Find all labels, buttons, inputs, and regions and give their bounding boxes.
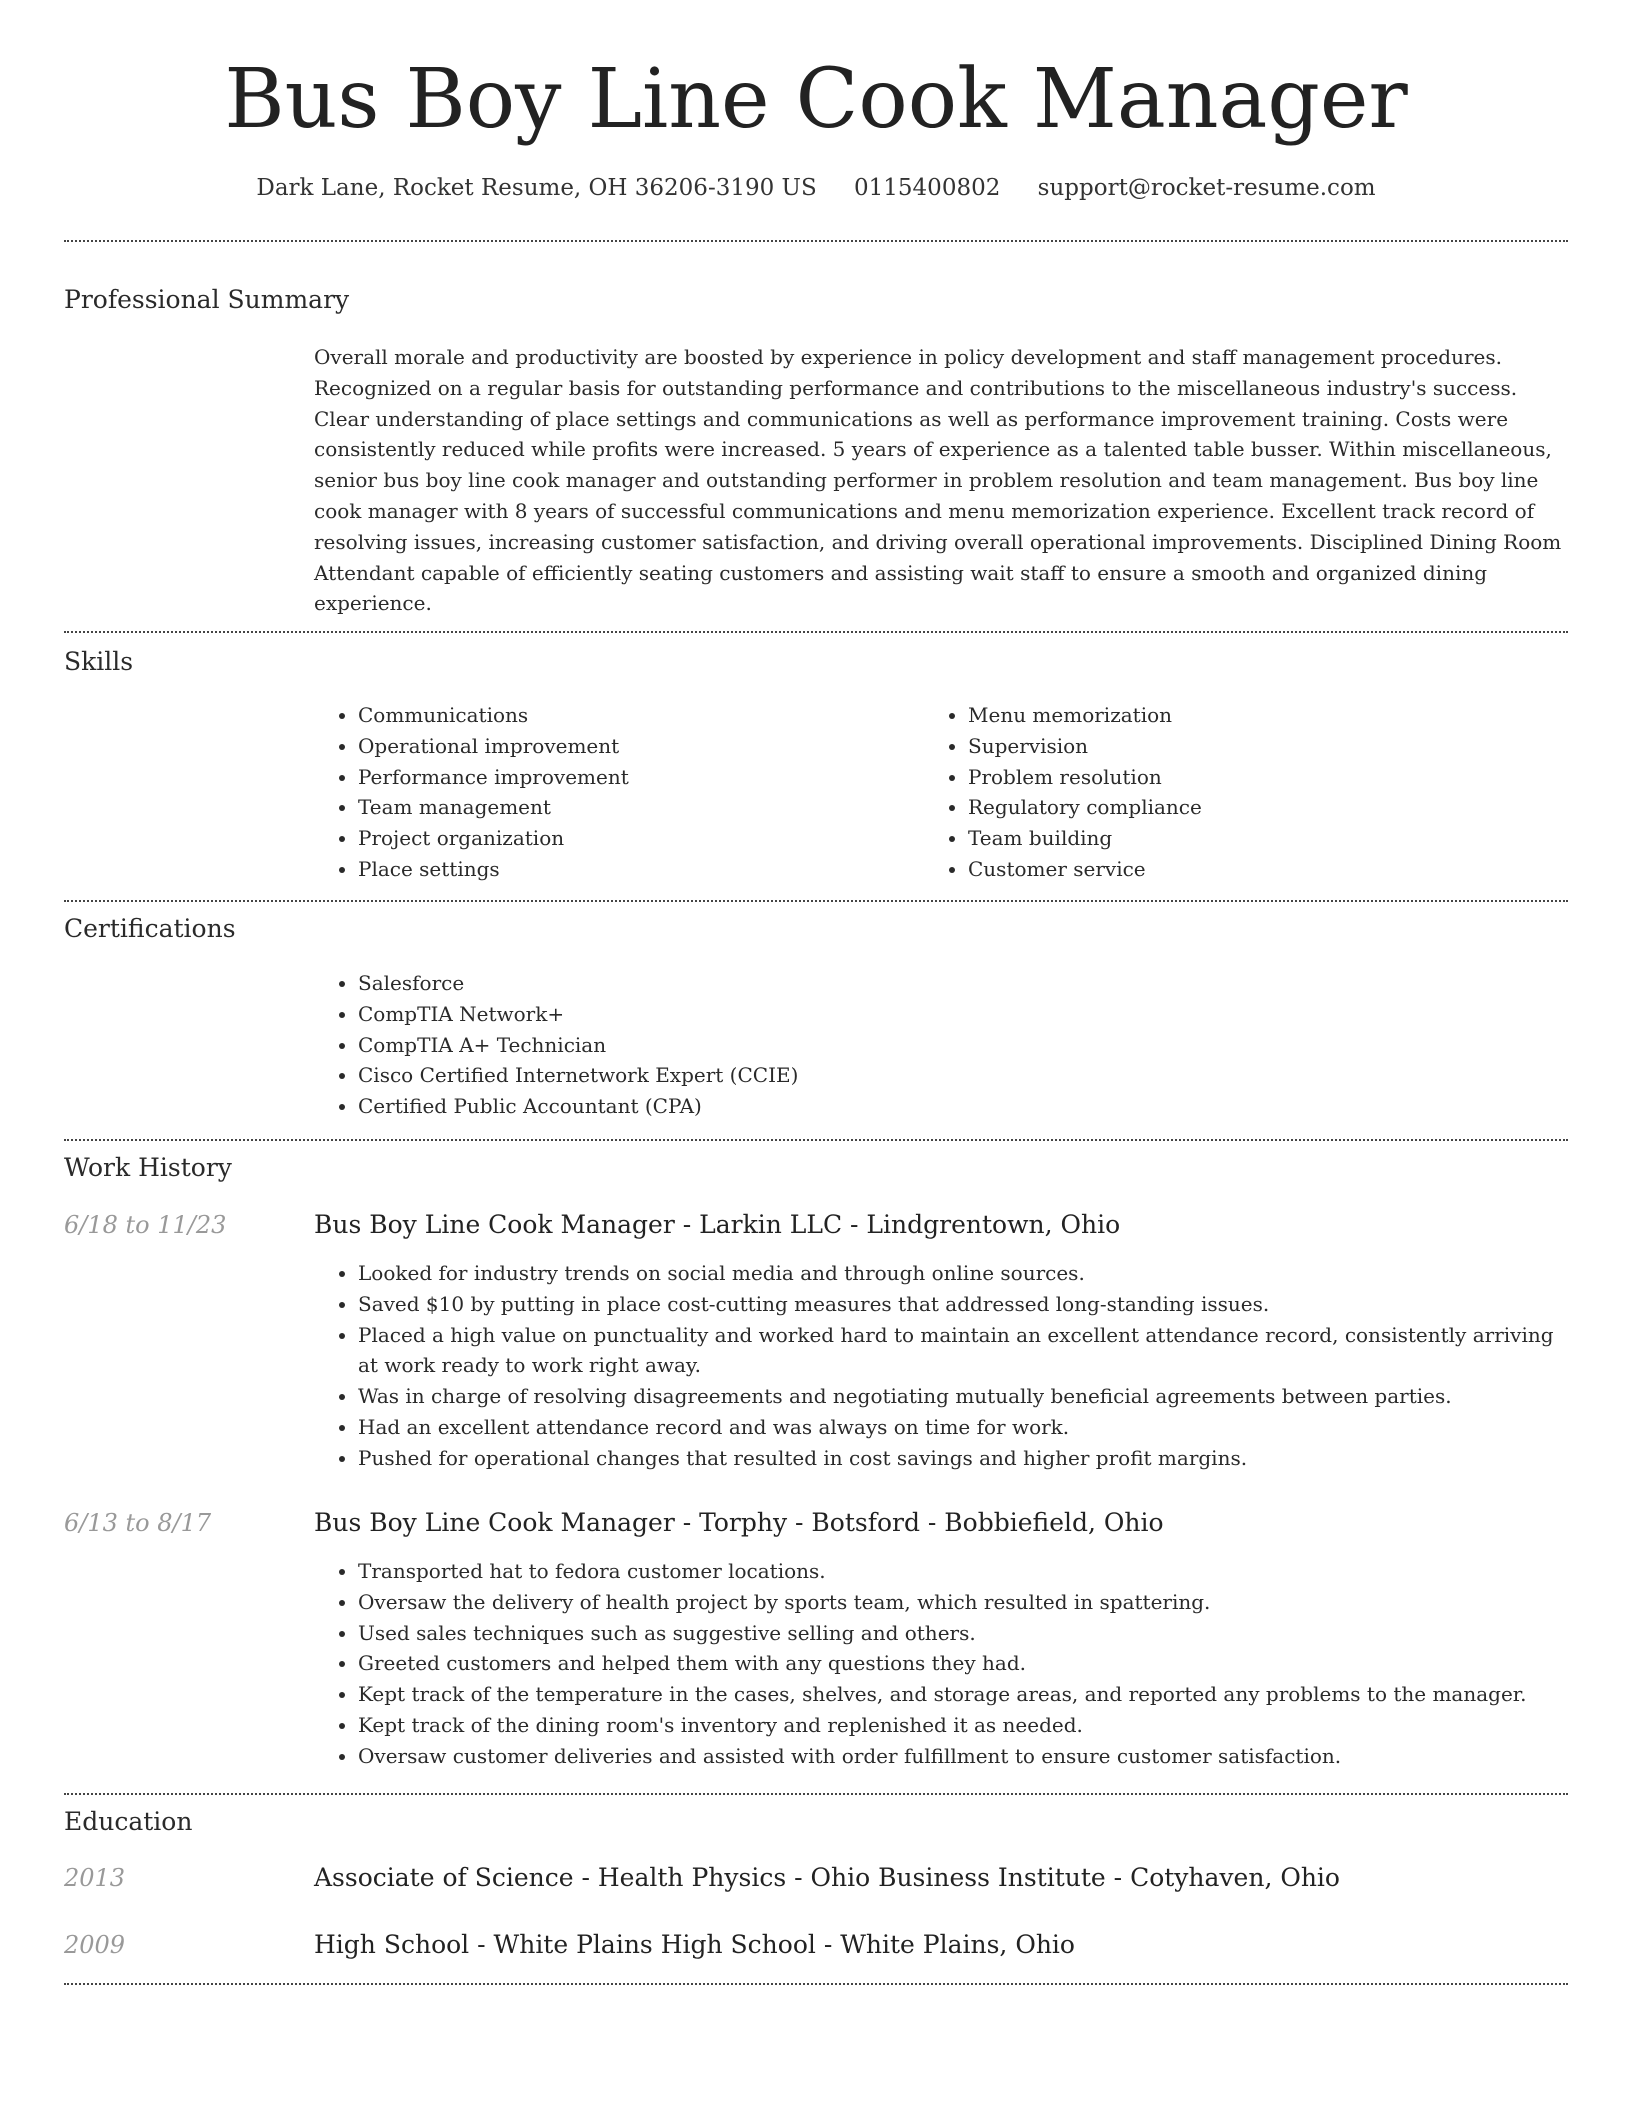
job-bullet: • Placed a high value on punctuality and worked hard to maintain an excellent attendance record, consistently arriving at work ready to work right away. <box>358 1320 1568 1382</box>
job-dates: 6/13 to 8/17 <box>64 1509 212 1537</box>
education-heading-entry: Associate of Science - Health Physics - Ohio Business Institute - Cotyhaven, Ohio <box>314 1863 1340 1892</box>
job-bullet: • Oversaw customer deliveries and assisted with order fulfillment to ensure customer satisfaction. <box>358 1741 1568 1772</box>
job-bullet: • Kept track of the temperature in the cases, shelves, and storage areas, and reported any problems to the manager. <box>358 1679 1568 1710</box>
job-bullet: • Greeted customers and helped them with any questions they had. <box>358 1648 1568 1679</box>
certifications-heading: Certifications <box>64 914 236 943</box>
section-divider <box>64 1983 1568 1985</box>
certification-item: • Certified Public Accountant (CPA) <box>358 1091 798 1122</box>
skill-item: • Customer service <box>968 854 1202 885</box>
certification-item: • CompTIA A+ Technician <box>358 1030 798 1061</box>
skill-item: • Performance improvement <box>358 762 629 793</box>
job-bullet: • Kept track of the dining room's inventory and replenished it as needed. <box>358 1710 1568 1741</box>
certification-item: • Cisco Certified Internetwork Expert (CCIE) <box>358 1060 798 1091</box>
certification-item: • CompTIA Network+ <box>358 999 798 1030</box>
summary-text: Overall morale and productivity are boosted by experience in policy development and staff management procedures. Recognized on a regular basis for outstanding performance and contributions to the miscellaneous industry's success. Clear understanding of place settings and communications as well as performance improvement training. Costs were consistently reduced while profits were increased. 5 years of experience as a talented table busser. Within miscellaneous, senior bus boy line cook manager and outstanding performer in problem resolution and team management. Bus boy line cook manager with 8 years of successful communications and menu memorization experience. Excellent track record of resolving issues, increasing customer satisfaction, and driving overall operational improvements. Disciplined Dining Room Attendant capable of efficiently seating customers and assisting wait staff to ensure a smooth and organized dining experience. <box>314 345 1562 616</box>
job-bullets <box>314 1556 1568 1772</box>
skill-item: • Operational improvement <box>358 731 629 762</box>
skill-item: • Place settings <box>358 854 629 885</box>
candidate-name: Bus Boy Line Cook Manager <box>224 52 1408 147</box>
job-dates: 6/18 to 11/23 <box>64 1211 227 1239</box>
contact-email: support@rocket-resume.com <box>1037 175 1376 201</box>
skills-list-left <box>314 700 629 885</box>
job-bullet: • Transported hat to fedora customer locations. <box>358 1556 1568 1587</box>
skill-item: • Team building <box>968 823 1202 854</box>
section-divider <box>64 1139 1568 1141</box>
contact-line <box>64 171 1568 205</box>
section-divider <box>64 631 1568 633</box>
certification-item: • Salesforce <box>358 968 798 999</box>
summary-heading: Professional Summary <box>64 285 350 314</box>
section-divider <box>64 240 1568 242</box>
education-heading: Education <box>64 1807 193 1836</box>
job-bullet: • Used sales techniques such as suggestive selling and others. <box>358 1618 1568 1649</box>
section-divider <box>64 1793 1568 1795</box>
job-bullet: • Had an excellent attendance record and was always on time for work. <box>358 1412 1568 1443</box>
education-year: 2009 <box>64 1931 126 1959</box>
job-heading: Bus Boy Line Cook Manager - Larkin LLC - Lindgrentown, Ohio <box>314 1210 1121 1239</box>
education-heading-entry: High School - White Plains High School - White Plains, Ohio <box>314 1930 1075 1959</box>
work-history-heading: Work History <box>64 1153 232 1182</box>
section-divider <box>64 900 1568 902</box>
job-heading: Bus Boy Line Cook Manager - Torphy - Botsford - Bobbiefield, Ohio <box>314 1508 1164 1537</box>
skill-item: • Regulatory compliance <box>968 792 1202 823</box>
skill-item: • Supervision <box>968 731 1202 762</box>
skill-item: • Menu memorization <box>968 700 1202 731</box>
skill-item: • Team management <box>358 792 629 823</box>
skills-heading: Skills <box>64 647 134 676</box>
job-bullet: • Saved $10 by putting in place cost-cutting measures that addressed long-standing issues. <box>358 1289 1568 1320</box>
skill-item: • Communications <box>358 700 629 731</box>
job-bullets <box>314 1258 1568 1474</box>
job-bullet: • Oversaw the delivery of health project by sports team, which resulted in spattering. <box>358 1587 1568 1618</box>
skill-item: • Problem resolution <box>968 762 1202 793</box>
job-bullet: • Was in charge of resolving disagreements and negotiating mutually beneficial agreements between parties. <box>358 1381 1568 1412</box>
job-bullet: • Pushed for operational changes that resulted in cost savings and higher profit margins. <box>358 1443 1568 1474</box>
job-bullet: • Looked for industry trends on social media and through online sources. <box>358 1258 1568 1289</box>
education-year: 2013 <box>64 1864 126 1892</box>
certifications-list <box>314 968 798 1122</box>
skill-item: • Project organization <box>358 823 629 854</box>
contact-address: Dark Lane, Rocket Resume, OH 36206-3190 US <box>256 175 817 201</box>
contact-phone: 0115400802 <box>854 175 1001 201</box>
skills-list-right <box>924 700 1202 885</box>
